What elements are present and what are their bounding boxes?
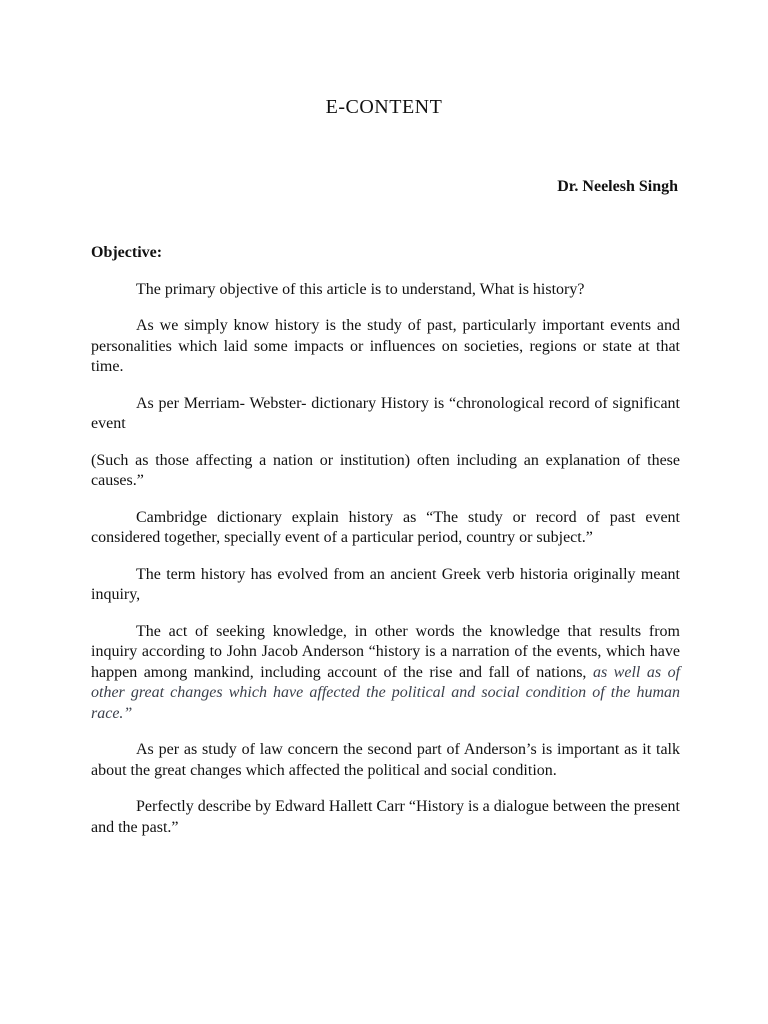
paragraph-history-definition: As we simply know history is the study of past, particularly important events and personalities which laid some impacts or influences on societies, regions or state at that time. bbox=[91, 317, 680, 375]
paragraph-law-study: As per as study of law concern the second part of Anderson’s is important as it talk about the great changes which affected the political and social condition. bbox=[91, 741, 680, 779]
paragraph-anderson bbox=[91, 622, 680, 725]
paragraph-merriam-webster-continued: (Such as those affecting a nation or institution) often including an explanation of these causes.” bbox=[91, 451, 680, 489]
paragraph-anderson-text: The act of seeking knowledge, in other words the knowledge that results from inquiry according to John Jacob Anderson “history is a narration of the events, which have happen among mankind, including account of the rise and fall of nations, bbox=[91, 622, 680, 681]
document-title: E-CONTENT bbox=[325, 96, 443, 118]
paragraph-etymology: The term history has evolved from an ancient Greek verb historia originally meant inquiry, bbox=[91, 565, 680, 603]
paragraph-cambridge: Cambridge dictionary explain history as “The study or record of past event considered together, specially event of a particular period, country or subject.” bbox=[91, 508, 680, 546]
paragraph-objective: The primary objective of this article is to understand, What is history? bbox=[136, 280, 585, 298]
paragraph-merriam-webster: As per Merriam- Webster- dictionary History is “chronological record of significant event bbox=[91, 394, 680, 432]
document-body bbox=[91, 243, 680, 854]
paragraph-carr: Perfectly describe by Edward Hallett Carr “History is a dialogue between the present and the past.” bbox=[91, 798, 680, 836]
paragraph-anderson-quote: as well as of other great changes which have affected the political and social condition of the human race.” bbox=[91, 663, 681, 722]
section-heading: Objective: bbox=[91, 244, 163, 261]
author-name: Dr. Neelesh Singh bbox=[557, 178, 678, 195]
